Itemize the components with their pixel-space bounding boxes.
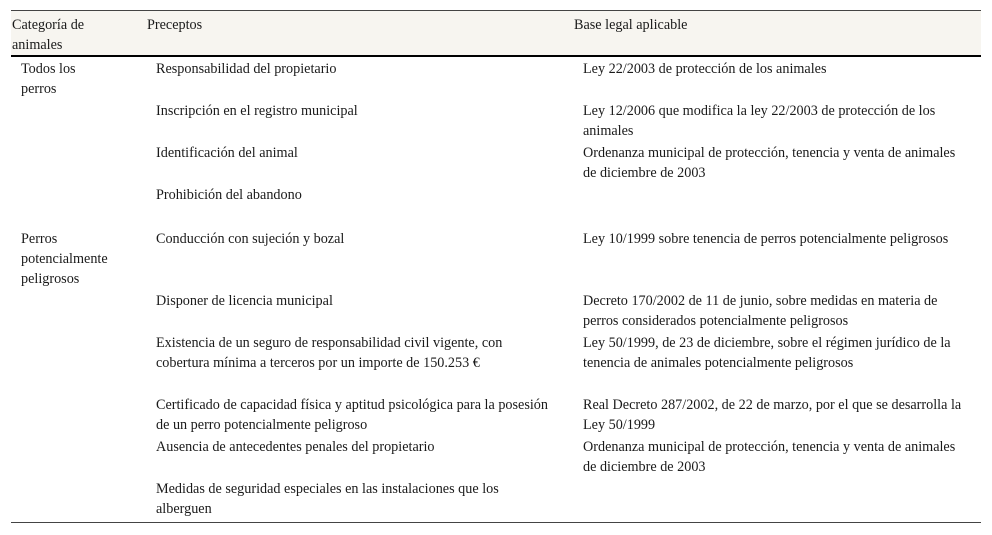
legal-cell: Ley 12/2006 que modifica la ley 22/2003 de protección de los animales <box>583 103 936 139</box>
precept-cell: Prohibición del abandono <box>156 187 302 203</box>
header-legal: Base legal aplicable <box>574 17 688 33</box>
precept-cell: Identificación del animal <box>156 145 298 161</box>
category-cell: Todos los perros <box>21 61 76 97</box>
legal-cell: Decreto 170/2002 de 11 de junio, sobre medidas en materia de perros considerados potencialmente peligrosos <box>583 293 938 329</box>
legal-cell: Ley 22/2003 de protección de los animales <box>583 61 827 77</box>
header-category: Categoría de animales <box>12 17 85 53</box>
legal-cell: Ley 10/1999 sobre tenencia de perros potencialmente peligrosos <box>583 231 949 247</box>
precept-cell: Inscripción en el registro municipal <box>156 103 358 119</box>
precept-cell: Existencia de un seguro de responsabilidad civil vigente, con cobertura mínima a terceros por un importe de 150.253 € <box>156 335 503 371</box>
precept-cell: Conducción con sujeción y bozal <box>156 231 345 247</box>
precept-cell: Ausencia de antecedentes penales del propietario <box>156 439 435 455</box>
precept-cell: Responsabilidad del propietario <box>156 61 337 77</box>
category-cell: Perros potencialmente peligrosos <box>21 231 108 287</box>
header-precepts: Preceptos <box>147 17 203 33</box>
legal-cell: Ordenanza municipal de protección, tenencia y venta de animales de diciembre de 2003 <box>583 439 956 475</box>
legal-cell: Ordenanza municipal de protección, tenencia y venta de animales de diciembre de 2003 <box>583 145 956 181</box>
table-header <box>11 10 981 57</box>
legal-table <box>11 10 981 517</box>
table-bottom-rule <box>11 522 981 523</box>
precept-cell: Certificado de capacidad física y aptitud psicológica para la posesión de un perro potencialmente peligroso <box>156 397 548 433</box>
precept-cell: Medidas de seguridad especiales en las instalaciones que los alberguen <box>156 481 499 517</box>
legal-cell: Ley 50/1999, de 23 de diciembre, sobre el régimen jurídico de la tenencia de animales potencialmente peligrosos <box>583 335 951 371</box>
legal-cell: Real Decreto 287/2002, de 22 de marzo, por el que se desarrolla la Ley 50/1999 <box>583 397 962 433</box>
precept-cell: Disponer de licencia municipal <box>156 293 333 309</box>
